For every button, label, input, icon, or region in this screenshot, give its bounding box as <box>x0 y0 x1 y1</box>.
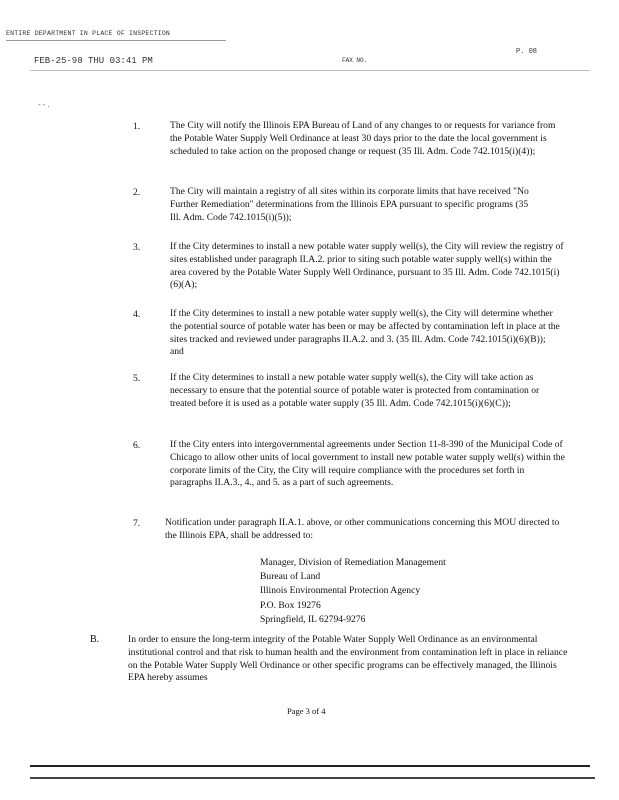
address-line: Bureau of Land <box>260 571 321 583</box>
fax-date-stamp: FEB-25-98 THU 03:41 PM <box>34 56 153 66</box>
item-text: If the City enters into intergovernmental agreements under Section 11-8-390 of the Municipal Code of Chicago to allow other units of local government to install new potable water supply well(s) within the corporate limits of the City, the City will require compliance with the procedures set forth in paragraphs II.A.3., 4., and 5. as a part of such agreements. <box>170 439 565 489</box>
item-text: If the City determines to install a new potable water supply well(s), the City will review the registry of sites established under paragraph II.A.2. prior to siting such potable water supply well(s) within the area covered by the Potable Water Supply Well Ordinance, pursuant to 35 Ill. Adm. Code 742.1015(i)(6)(A); <box>170 241 564 291</box>
item-number: 2. <box>133 187 141 198</box>
address-line: Illinois Environmental Protection Agency <box>260 585 421 597</box>
item-number: 3. <box>133 242 141 253</box>
fax-transmission-line: ENTIRE DEPARTMENT IN PLACE OF INSPECTION <box>6 30 171 37</box>
fax-page-number: P. 08 <box>516 48 538 56</box>
scan-rule <box>30 765 590 767</box>
item-number: 4. <box>133 309 141 320</box>
address-block <box>260 556 446 627</box>
fax-header-divider <box>30 70 590 71</box>
item-text: The City will notify the Illinois EPA Bureau of Land of any changes to or requests for variance from the Potable Water Supply Well Ordinance at least 30 days prior to the date the local government is scheduled to take action on the proposed change or request (35 Ill. Adm. Code 742.1015(i)(4)); <box>170 120 556 157</box>
page-number: Page 3 of 4 <box>287 706 326 716</box>
item-text: If the City determines to install a new potable water supply well(s), the City will determine whether the potential source of potable water has been or may be affected by contamination left in place at the sites tracked and reviewed under paragraphs II.A.2. and 3. (35 Ill. Adm. Code 742.1015(i)(6)(B)); and <box>170 308 560 358</box>
scan-speck: - - . <box>38 100 50 109</box>
fax-number-label: FAX NO. <box>342 57 368 64</box>
section-paragraph: In order to ensure the long-term integrity of the Potable Water Supply Well Ordinance as an environmental institutional control and that risk to human health and the environment from contamination left in place in reliance on the Potable Water Supply Well Ordinance or other specific programs can be effectively managed, the Illinois EPA hereby assumes <box>128 634 568 684</box>
address-line: Springfield, IL 62794-9276 <box>260 613 366 625</box>
scan-rule <box>30 777 595 779</box>
item-text: The City will maintain a registry of all sites within its corporate limits that have received "No Further Remediation" determinations from the Illinois EPA pursuant to specific programs (35 Ill. Adm. Code 742.1015(i)(5)); <box>170 186 529 223</box>
address-line: Manager, Division of Remediation Management <box>260 557 446 568</box>
item-text: If the City determines to install a new potable water supply well(s), the City will take action as necessary to ensure that the potential source of potable water is protected from contamination or treated before it is used as a potable water supply (35 Ill. Adm. Code 742.1015(i)(6)(C)); <box>170 372 540 409</box>
item-number: 7. <box>133 518 141 529</box>
item-text: Notification under paragraph II.A.1. above, or other communications concerning this MOU directed to the Illinois EPA, shall be addressed to: <box>165 517 560 541</box>
item-number: 1. <box>133 121 141 132</box>
fax-header-rule <box>6 40 226 41</box>
section-label: B. <box>90 634 100 645</box>
address-line: P.O. Box 19276 <box>260 599 321 611</box>
item-number: 5. <box>133 373 141 384</box>
item-number: 6. <box>133 440 141 451</box>
